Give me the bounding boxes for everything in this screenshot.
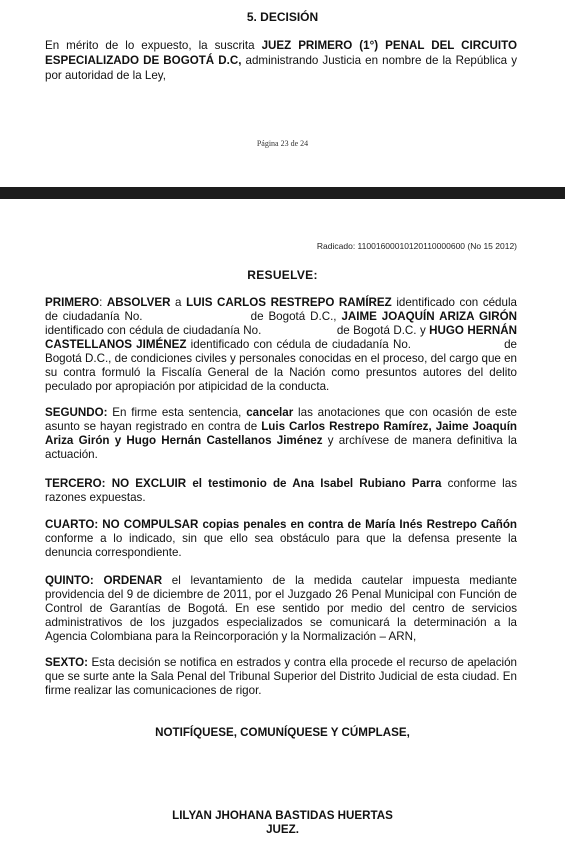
resolution-quinto: QUINTO: ORDENAR el levantamiento de la medida cautelar impuesta mediante providencia del 9 de diciembre de 2011, por el Juzgado 26 Penal Municipal con Función de Control de Garantías de Bogotá. En ese sentido por medio del centro de servicios administrativos de los juzgados especializados se comunicará la determinación a la Agencia Colombiana para la Reincorporación y la Normalización – ARN, [45, 574, 517, 643]
resolution-segundo: SEGUNDO: En firme esta sentencia, cancelar las anotaciones que con ocasión de este asunto se hayan registrado en contra de Luis Carlos Restrepo Ramírez, Jaime Joaquín Ariza Girón y Hugo Hernán Castellanos Jiménez y archívese de manera definitiva la actuación. [45, 406, 518, 461]
resolution-sexto: SEXTO: Esta decisión se notifica en estrados y contra ella procede el recurso de apelación que se surte ante la Sala Penal del Tribunal Superior del Distrito Judicial de esta ciudad. En firme realizar las comunicaciones de rigor. [45, 656, 517, 697]
page-number: Página 23 de 24 [256, 139, 309, 148]
page-break-divider [0, 187, 565, 199]
resolution-cuarto: CUARTO: NO COMPULSAR copias penales en contra de María Inés Restrepo Cañón conforme a lo indicado, sin que ello sea obstáculo para que la defensa presente la denuncia correspondiente. [45, 518, 517, 559]
resolution-primero: PRIMERO: ABSOLVER a LUIS CARLOS RESTREPO RAMÍREZ identificado con cédula de ciudadanía No. de Bogotá D.C., JAIME JOAQUÍN ARIZA GIRÓN identificado con cédula de ciudadanía No. de Bogotá D.C. y HUGO HERNÁN CASTELLANOS JIMÉNEZ identificado con cédula de ciudadanía No. de Bogotá D.C., de condiciones civiles y personales conocidas en el proceso, del cargo que en su contra formuló la Fiscalía General de la Nación como presuntos autores del delito peculado por apropiación por atipicidad de la conducta. [45, 296, 521, 393]
resolution-tercero: TERCERO: NO EXCLUIR el testimonio de Ana Isabel Rubiano Parra conforme las razones expuestas. [45, 477, 517, 504]
closing-formula: NOTIFÍQUESE, COMUNÍQUESE Y CÚMPLASE, [155, 726, 410, 739]
section-heading: 5. DECISIÓN [246, 10, 319, 24]
resuelve-heading: RESUELVE: [247, 268, 318, 282]
signature-name: LILYAN JHOHANA BASTIDAS HUERTAS [172, 809, 393, 822]
intro-paragraph: En mérito de lo expuesto, la suscrita JUEZ PRIMERO (1°) PENAL DEL CIRCUITO ESPECIALIZADO DE BOGOTÁ D.C, administrando Justicia en nombre de la República y por autoridad de la Ley, [45, 39, 518, 82]
signature-title: JUEZ. [266, 823, 299, 836]
radicado-header: Radicado: 11001600010120110000600 (No 15 2012) [316, 241, 517, 251]
